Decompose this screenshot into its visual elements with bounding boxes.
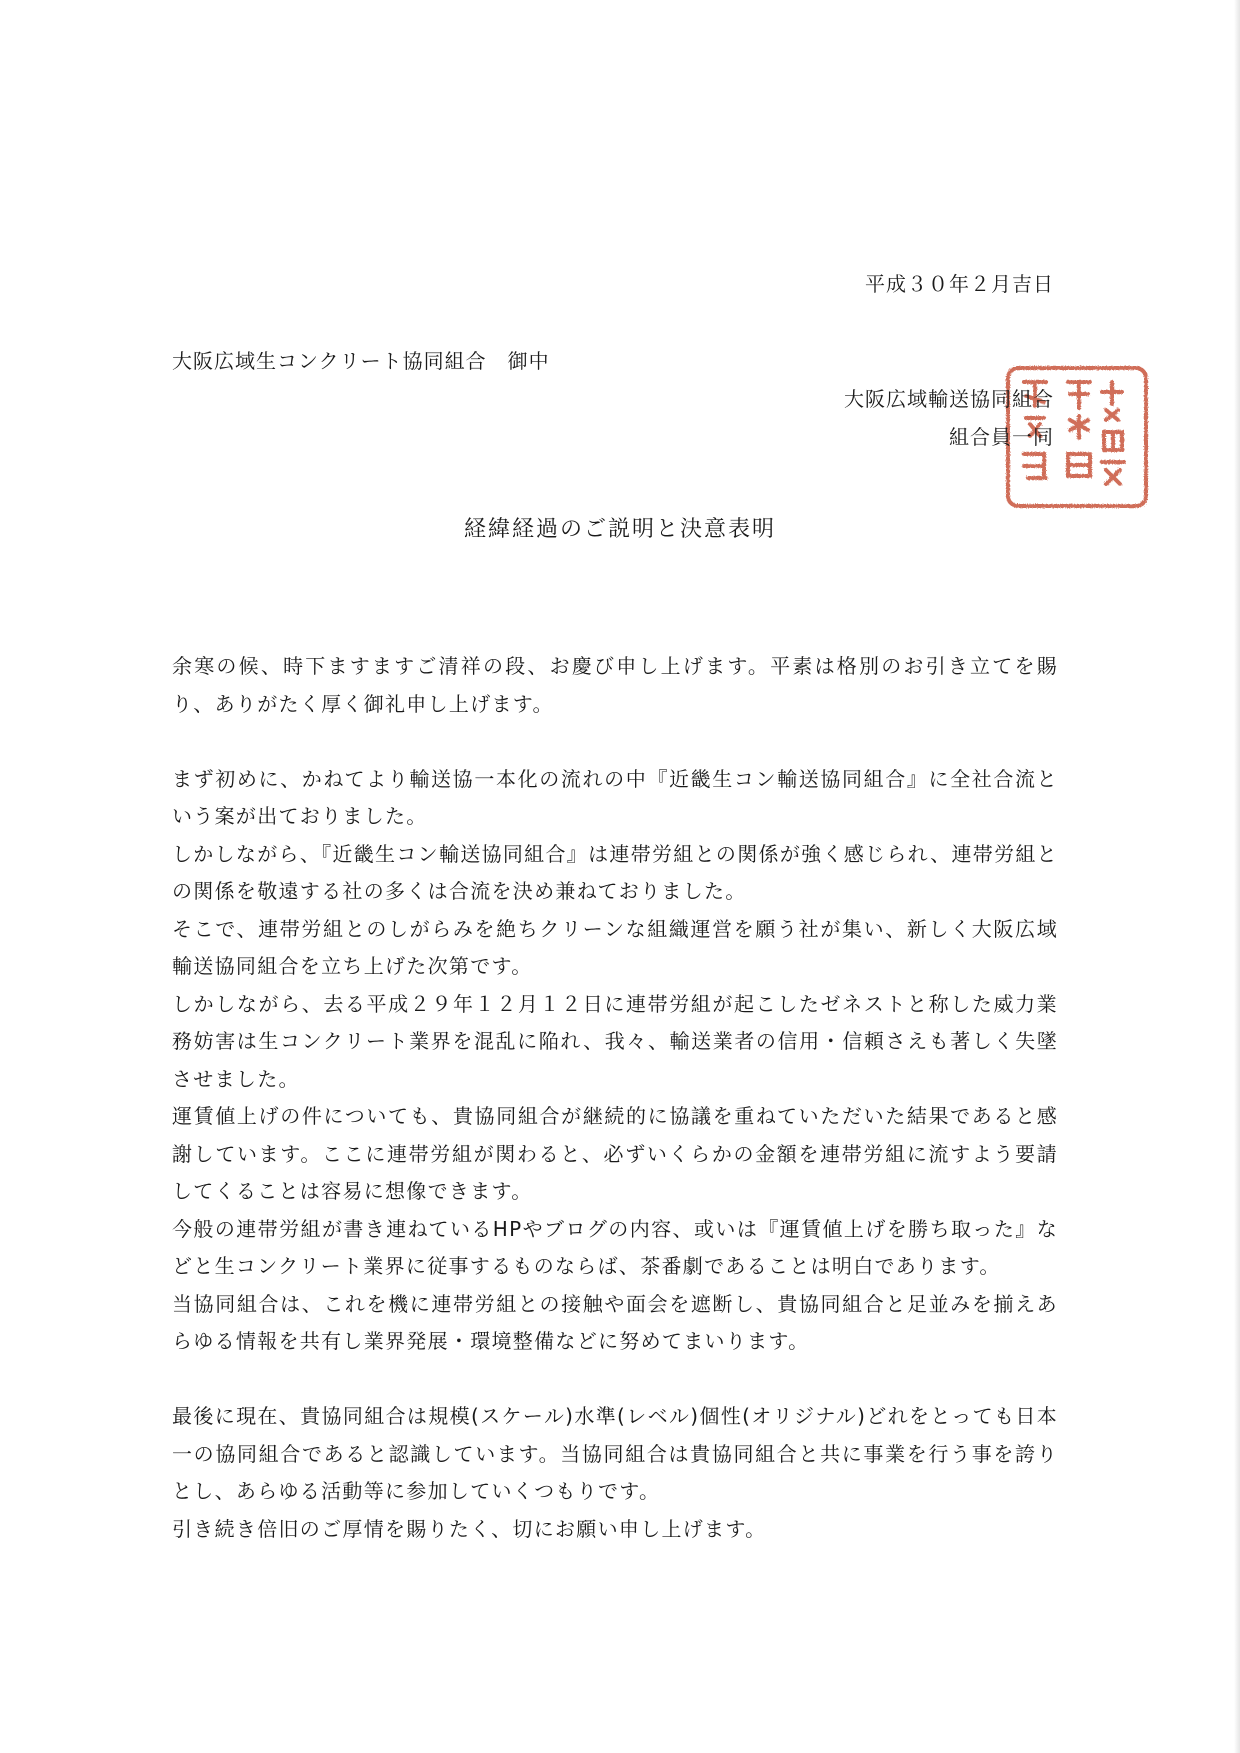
paragraph-spacer [172,1361,1058,1399]
sender-members: 組合員一同 [949,425,1054,449]
closing-request: 引き続き倍旧のご厚情を賜りたく、切にお願い申し上げます。 [172,1516,767,1541]
body-paragraph: 当協同組合は、これを機に連帯労組との接触や面会を遮断し、貴協同組合と足並みを揃えあらゆる情報を共有し業界発展・環境整備などに努めてまいります。 [172,1291,1058,1353]
document-title: 経緯経過のご説明と決意表明 [463,517,776,542]
greeting-paragraph: 余寒の候、時下ますますご清祥の段、お慶び申し上げます。平素は格別のお引き立てを賜り、ありがたく厚く御礼申し上げます。 [172,654,1058,716]
sender-organization: 大阪広域輸送協同組合 [844,387,1054,411]
body-paragraph: 運賃値上げの件についても、貴協同組合が継続的に協議を重ねていただいた結果であると感謝しています。ここに連帯労組が関わると、必ずいくらかの金額を連帯労組に流すよう要請してくることは容易に想像できます。 [172,1104,1058,1203]
scan-edge-shadow [1234,0,1240,1753]
addressee: 大阪広域生コンクリート協同組合 御中 [172,349,550,373]
letter-date: 平成３０年２月吉日 [865,272,1054,296]
letter-body [172,648,1058,1548]
body-paragraph: そこで、連帯労組とのしがらみを絶ちクリーンな組織運営を願う社が集い、新しく大阪広域輸送協同組合を立ち上げた次第です。 [172,916,1058,978]
body-paragraph: 今般の連帯労組が書き連ねているHPやブログの内容、或いは『運賃値上げを勝ち取った』などと生コンクリート業界に従事するものならば、茶番劇であることは明白であります。 [172,1216,1058,1278]
body-paragraph: しかしながら、去る平成２９年１２月１２日に連帯労組が起こしたゼネストと称した威力業務妨害は生コンクリート業界を混乱に陥れ、我々、輸送業者の信用・信頼さえも著しく失墜させました。 [172,991,1058,1091]
sender-block [844,380,1054,456]
body-paragraph: しかしながら、『近畿生コン輸送協同組合』は連帯労組との関係が強く感じられ、連帯労組との関係を敬遠する社の多くは合流を決め兼ねておりました。 [172,841,1058,903]
paragraph-spacer [172,723,1058,761]
closing-paragraph: 最後に現在、貴協同組合は規模(スケール)水準(レベル)個性(オリジナル)どれをとっても日本一の協同組合であると認識しています。当協同組合は貴協同組合と共に事業を行う事を誇りとし、あらゆる活動等に参加していくつもりです。 [172,1404,1058,1503]
body-paragraph: まず初めに、かねてより輸送協一本化の流れの中『近畿生コン輸送協同組合』に全社合流という案が出ておりました。 [172,766,1058,828]
